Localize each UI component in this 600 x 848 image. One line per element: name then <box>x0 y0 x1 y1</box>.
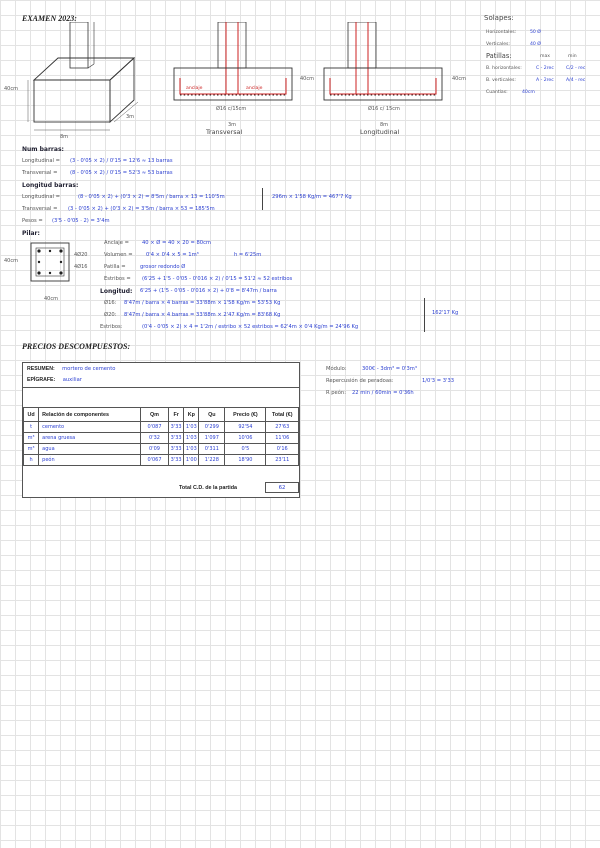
cell-kp: 1'03 <box>184 433 199 444</box>
patillas-title: Patillas: <box>486 52 512 60</box>
num-barras-longitudinal-label: Longitudinal = <box>22 158 60 164</box>
col-header-qu: Qu <box>199 408 225 422</box>
cell-total: 27'63 <box>266 422 299 433</box>
cell-qm: 0'067 <box>140 455 168 466</box>
solapes-vertical-value: 40 Ø <box>530 42 541 47</box>
cell-qu: 1'097 <box>199 433 225 444</box>
cell-componente: peón <box>39 455 141 466</box>
pilar-bottom-label: 40cm <box>44 296 58 302</box>
cell-precio: 0'5 <box>225 444 266 455</box>
rpeon-value: 22 min / 60min = 0'36h <box>352 390 414 396</box>
longitud-barras-title: Longitud barras: <box>22 182 79 189</box>
cuantias-value: 40cm <box>522 90 535 95</box>
cell-fr: 3'33 <box>169 422 184 433</box>
pilar-bar-2: 4Ø16 <box>74 264 88 270</box>
pilar-phi16-value: 8'47m / barra × 4 barras = 33'88m × 1'58 Kg/m = 53'53 Kg <box>124 300 281 306</box>
cell-qm: 0'087 <box>140 422 168 433</box>
transversal-diagram <box>170 22 296 108</box>
solapes-horizontal-label: Horizontales: <box>486 30 517 35</box>
footing-height-label: 40cm <box>4 86 18 92</box>
cell-qm: 0'09 <box>140 444 168 455</box>
pilar-longitud-value: 6'25 + (1'5 - 0'05 - 0'016 × 2) + 0'8 = 8'47m / barra <box>140 288 277 294</box>
solapes-title: Solapes: <box>484 14 514 22</box>
components-table <box>23 407 299 466</box>
num-barras-transversal-value: (8 - 0'05 × 2) / 0'15 = 52'3 ≈ 53 barras <box>70 170 173 176</box>
cell-qu: 0'311 <box>199 444 225 455</box>
longitudinal-bar-label: Ø16 c/ 15cm <box>368 106 400 112</box>
pilar-section-diagram <box>30 242 70 282</box>
brace-divider <box>262 188 263 210</box>
pilar-side-label: 40cm <box>4 258 18 264</box>
longitud-barras-transversal-value: (3 - 0'05 × 2) + (0'3 × 2) = 3'5m / barra × 53 = 185'5m <box>68 206 215 212</box>
solapes-vertical-label: Verticales: <box>486 42 510 47</box>
pilar-estribos-value: (6'25 + 1'5 - 0'05 - 0'016 × 2) / 0'15 = 51'2 ≈ 52 estribos <box>142 276 293 282</box>
pilar-longitud-title: Longitud: <box>100 288 133 295</box>
rpeon-label: R peón: <box>326 390 346 396</box>
precios-title: PRECIOS DESCOMPUESTOS: <box>22 342 131 351</box>
footing-width-label: 8m <box>60 134 69 140</box>
cell-ud: t <box>24 422 39 433</box>
pilar-estribos-label: Estribos = <box>104 276 131 282</box>
col-header-precio: Precio (€) <box>225 408 266 422</box>
longitud-barras-summary: 296m × 1'58 Kg/m = 467'7 Kg <box>272 194 352 200</box>
pilar-volumen-value: 0'4 × 0'4 × 5 = 1m³ <box>146 252 199 258</box>
footing-diagram <box>14 22 154 140</box>
pilar-height-value: h = 6'25m <box>234 252 262 258</box>
patillas-min: min <box>568 54 577 59</box>
longitud-barras-longitudinal-value: (8 - 0'05 × 2) + (0'3 × 2) = 8'5m / barra × 13 = 110'5m <box>78 194 225 200</box>
num-barras-transversal-label: Transversal = <box>22 170 58 176</box>
patillas-horizontal-max: C - 2rec <box>536 66 554 71</box>
patillas-max: max <box>540 54 551 59</box>
cell-componente: cemento <box>39 422 141 433</box>
pilar-phi16-label: Ø16: <box>104 300 117 306</box>
cell-kp: 1'03 <box>184 444 199 455</box>
epigrafe-label: EPÍGRAFE: <box>27 377 56 383</box>
patillas-horizontal-label: B. horizontales: <box>486 66 522 71</box>
resumen-value: mortero de cemento <box>62 366 116 372</box>
cell-componente: arena gruesa <box>39 433 141 444</box>
modulo-label: Módulo: <box>326 366 347 372</box>
pilar-patilla-value: grosor redondo Ø <box>140 264 186 270</box>
pilar-anclaje-label: Anclaje = <box>104 240 129 246</box>
resumen-label: RESUMEN: <box>27 366 55 372</box>
patillas-vertical-label: B. verticales: <box>486 78 516 83</box>
transversal-anclaje-left: anclaje <box>186 86 203 91</box>
num-barras-title: Num barras: <box>22 146 64 153</box>
num-barras-longitudinal-value: (3 - 0'05 × 2) / 0'15 = 12'6 ≈ 13 barras <box>70 158 173 164</box>
table-row <box>24 422 299 433</box>
longitudinal-span-label: 8m <box>380 122 389 128</box>
cell-fr: 3'33 <box>169 455 184 466</box>
total-partida-value: 62 <box>265 482 299 493</box>
pilar-bar-1: 4Ø20 <box>74 252 88 258</box>
pilar-title: Pilar: <box>22 230 40 237</box>
patillas-vertical-min: A/4 - rec <box>566 78 586 83</box>
col-header-kp: Kp <box>184 408 199 422</box>
cell-ud: m³ <box>24 444 39 455</box>
transversal-anclaje-right: anclaje <box>246 86 263 91</box>
col-header-relacion: Relación de componentes <box>39 408 141 422</box>
cell-precio: 92'54 <box>225 422 266 433</box>
pilar-estribos-row-label: Estribos: <box>100 324 123 330</box>
cell-fr: 3'33 <box>169 433 184 444</box>
transversal-caption: Transversal <box>206 128 243 136</box>
cell-componente: agua <box>39 444 141 455</box>
precios-table-card <box>22 362 300 498</box>
longitudinal-caption: Longitudinal <box>360 128 400 136</box>
cell-total: 0'16 <box>266 444 299 455</box>
pilar-estribos-row-value: (0'4 - 0'05 × 2) × 4 = 1'2m / estribo × 52 estribos = 62'4m × 0'4 Kg/m = 24'96 Kg <box>142 324 359 330</box>
cell-kp: 1'03 <box>184 422 199 433</box>
cell-precio: 10'06 <box>225 433 266 444</box>
cell-precio: 18'90 <box>225 455 266 466</box>
longitud-barras-pesos-label: Pesos = <box>22 218 43 224</box>
transversal-span-label: 3m <box>228 122 237 128</box>
cell-qu: 0'299 <box>199 422 225 433</box>
transversal-bar-label: Ø16 c/15cm <box>216 106 247 112</box>
pilar-total: 162'17 Kg <box>432 310 459 316</box>
cuantias-label: Cuantías: <box>486 90 508 95</box>
transversal-depth-label: 40cm <box>300 76 314 82</box>
col-header-ud: Ud <box>24 408 39 422</box>
cell-fr: 3'33 <box>169 444 184 455</box>
modulo-value: 300€ - 3dm³ = 0'3m³ <box>362 366 417 372</box>
table-row <box>24 455 299 466</box>
longitud-barras-longitudinal-label: Longitudinal = <box>22 194 60 200</box>
cell-qm: 0'32 <box>140 433 168 444</box>
pilar-volumen-label: Volumen = <box>104 252 133 258</box>
table-row <box>24 444 299 455</box>
cell-total: 11'06 <box>266 433 299 444</box>
cell-kp: 1'00 <box>184 455 199 466</box>
cell-total: 23'11 <box>266 455 299 466</box>
col-header-qm: Qm <box>140 408 168 422</box>
repercusion-label: Repercusión de peradoas: <box>326 378 394 384</box>
longitudinal-depth-label: 40cm <box>452 76 466 82</box>
longitud-barras-transversal-label: Transversal = <box>22 206 58 212</box>
table-row <box>24 433 299 444</box>
cell-ud: h <box>24 455 39 466</box>
pilar-brace <box>424 298 425 332</box>
pilar-patilla-label: Patilla = <box>104 264 126 270</box>
patillas-vertical-max: A - 2rec <box>536 78 554 83</box>
col-header-fr: Fr <box>169 408 184 422</box>
footing-depth-label: 3m <box>126 114 135 120</box>
longitud-barras-pesos-value: (3'5 - 0'05 · 2) = 3'4m <box>52 218 110 224</box>
cell-ud: m³ <box>24 433 39 444</box>
patillas-horizontal-min: C/2 - rec <box>566 66 586 71</box>
pilar-phi20-value: 8'47m / barra × 4 barras = 33'88m × 2'47 Kg/m = 83'68 Kg <box>124 312 281 318</box>
pilar-phi20-label: Ø20: <box>104 312 117 318</box>
cell-qu: 1'228 <box>199 455 225 466</box>
repercusion-value: 1/0'3 = 3'33 <box>422 378 455 384</box>
pilar-anclaje-value: 40 × Ø = 40 × 20 = 80cm <box>142 240 211 246</box>
solapes-horizontal-value: 50 Ø <box>530 30 541 35</box>
page-title: EXAMEN 2023: <box>22 14 77 23</box>
total-partida-label: Total C.D. de la partida <box>179 485 238 491</box>
col-header-total: Total (€) <box>266 408 299 422</box>
longitudinal-diagram <box>320 22 446 108</box>
epigrafe-value: auxiliar <box>62 377 82 383</box>
